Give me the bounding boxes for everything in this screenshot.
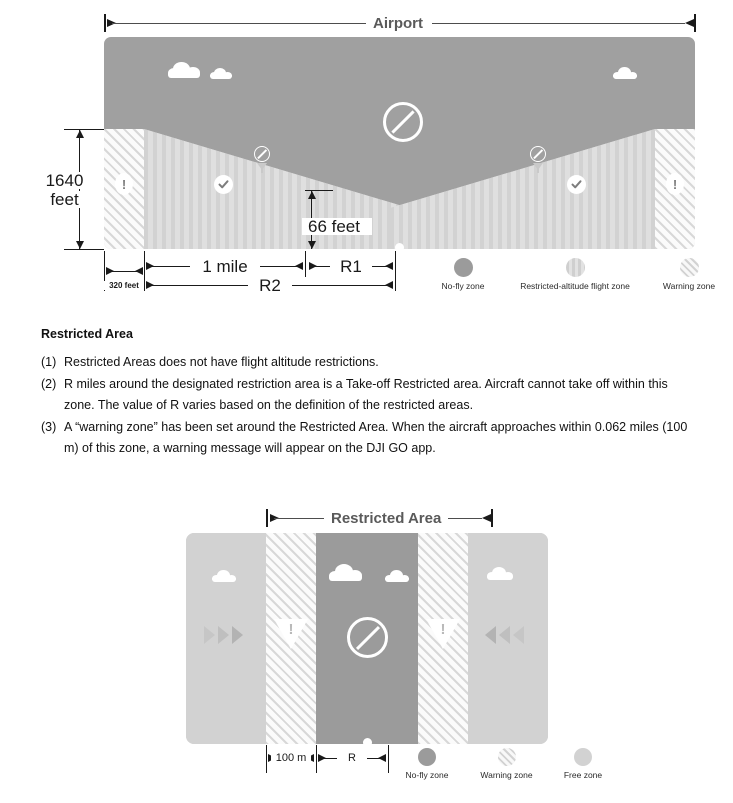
altitude-top-tick [64,129,104,130]
inner-altitude-label: 66 feet [302,218,372,235]
item-body: Restricted Areas does not have flight altitude restrictions. [64,355,379,369]
item-number: (1) [41,355,57,369]
dim-r-label: R [337,751,367,766]
legend-item-warning-zone [652,258,726,291]
warning-triangle-icon: ! [274,619,308,649]
dim-320ft-label: 320 feet [104,281,144,290]
allowed-check-icon [567,175,586,194]
item-number: (3) [41,420,57,434]
restricted-area-item [41,374,701,416]
item-body: R miles around the designated restriction area is a Take-off Restricted area. Aircraft cannot take off within this zone. The value of R varies based on the definition of the restricted areas. [64,377,668,412]
restricted-area-item [41,417,701,459]
nofly-swatch [454,258,473,277]
legend-label: Warning zone [662,281,716,291]
cloud-icon [168,62,200,78]
nofly-swatch [418,748,436,766]
cloud-icon [385,570,409,582]
approach-arrow-icon [218,626,229,644]
ground-origin-dot [363,738,372,744]
top-legend [428,258,726,291]
dim-320ft-arrow-right [135,267,143,275]
hatch-swatch [680,258,699,277]
inner-altitude-arrow-up [308,191,316,199]
restricted-area-plan-figure [0,500,733,803]
no-fly-icon [347,617,388,658]
allowed-check-icon [214,175,233,194]
cloud-icon [613,67,637,79]
right-approach-arrows [485,626,524,644]
legend-item-restricted-altitude-flight-zone [501,258,649,291]
airport-band-right-cap [694,14,696,32]
bottom-legend [396,748,611,780]
altitude-dim-arrow-up [76,130,84,138]
approach-arrow-icon [499,626,510,644]
warning-exclamation-icon: ! [115,173,133,195]
airport-scene [104,37,695,249]
dim-r-arrow-left [318,754,326,762]
no-fly-icon [254,146,270,162]
no-fly-icon [383,102,423,142]
right-restricted-altitude-zone [390,129,655,249]
restricted-band-left-cap [266,509,268,527]
dim-r1-label: R1 [330,258,372,275]
ground-origin-dot [395,243,404,249]
airport-band-line-left [112,23,370,25]
dim-tick-nofly-left [316,745,317,773]
dim-r1-arrow-right [385,262,393,270]
dim-tick-nofly-right [388,745,389,773]
altitude-bottom-tick [64,249,104,250]
restricted-area-scene [186,533,548,744]
restricted-area-item [41,352,701,373]
legend-item-no-fly-zone [428,258,498,291]
hatch-swatch [498,748,516,766]
legend-label: No-fly zone [405,770,449,780]
restricted-band-line-left [274,518,328,520]
dim-1mile-arrow-right [295,262,303,270]
legend-item-no-fly-zone [396,748,458,780]
legend-label: No-fly zone [441,281,485,291]
cloud-icon [212,570,236,582]
vstripe-swatch [566,258,585,277]
altitude-limit-arrow [533,163,543,170]
airport-title: Airport [366,15,430,32]
restricted-band-right-arrow [482,514,491,522]
legend-item-free-zone [555,748,611,780]
item-number: (2) [41,377,57,391]
dim-tick-r1 [395,251,396,291]
restricted-band-right-cap [491,509,493,527]
restricted-area-title: Restricted Area [324,510,448,527]
dim-320ft-arrow-left [106,267,114,275]
approach-arrow-icon [485,626,496,644]
dim-tick-320ft [144,251,145,291]
cloud-icon [329,564,362,581]
approach-arrow-icon [204,626,215,644]
legend-label: Free zone [563,770,603,780]
approach-arrow-icon [513,626,524,644]
restricted-area-text-block [41,327,701,460]
dim-r2-arrow-left [146,281,154,289]
airport-band-line-right [432,23,685,25]
dim-100m-label: 100 m [271,751,311,766]
left-approach-arrows [204,626,243,644]
legend-label: Warning zone [480,770,533,780]
altitude-label-feet: feet [42,191,87,208]
airport-band-left-cap [104,14,106,32]
legend-label: Restricted-altitude flight zone [520,281,630,291]
dim-1mile-arrow-left [146,262,154,270]
warning-triangle-icon: ! [426,619,460,649]
airport-restriction-figure [0,0,733,305]
cloud-icon [210,68,232,79]
dim-tick-1mile [305,251,306,277]
restricted-area-heading: Restricted Area [41,327,133,341]
airport-band-right-arrow [685,19,694,27]
legend-item-warning-zone [474,748,540,780]
free-swatch [574,748,592,766]
altitude-label-1640: 1640 [42,172,87,189]
warning-exclamation-icon: ! [666,173,684,195]
item-body: A “warning zone” has been set around the Restricted Area. When the aircraft approaches within 0.062 miles (100 m) of this zone, a warning message will appear on the DJI GO app. [64,420,688,455]
altitude-dim-arrow-down [76,241,84,249]
altitude-limit-arrow [257,163,267,170]
dim-r2-arrow-right [385,281,393,289]
dim-tick-warning-left [266,745,267,773]
inner-altitude-arrow-down [308,241,316,249]
no-fly-icon [530,146,546,162]
dim-r1-arrow-left [309,262,317,270]
approach-arrow-icon [232,626,243,644]
dim-r2-label: R2 [248,277,292,294]
dim-1mile-label: 1 mile [190,258,260,275]
dim-r-arrow-right [378,754,386,762]
cloud-icon [487,567,513,580]
